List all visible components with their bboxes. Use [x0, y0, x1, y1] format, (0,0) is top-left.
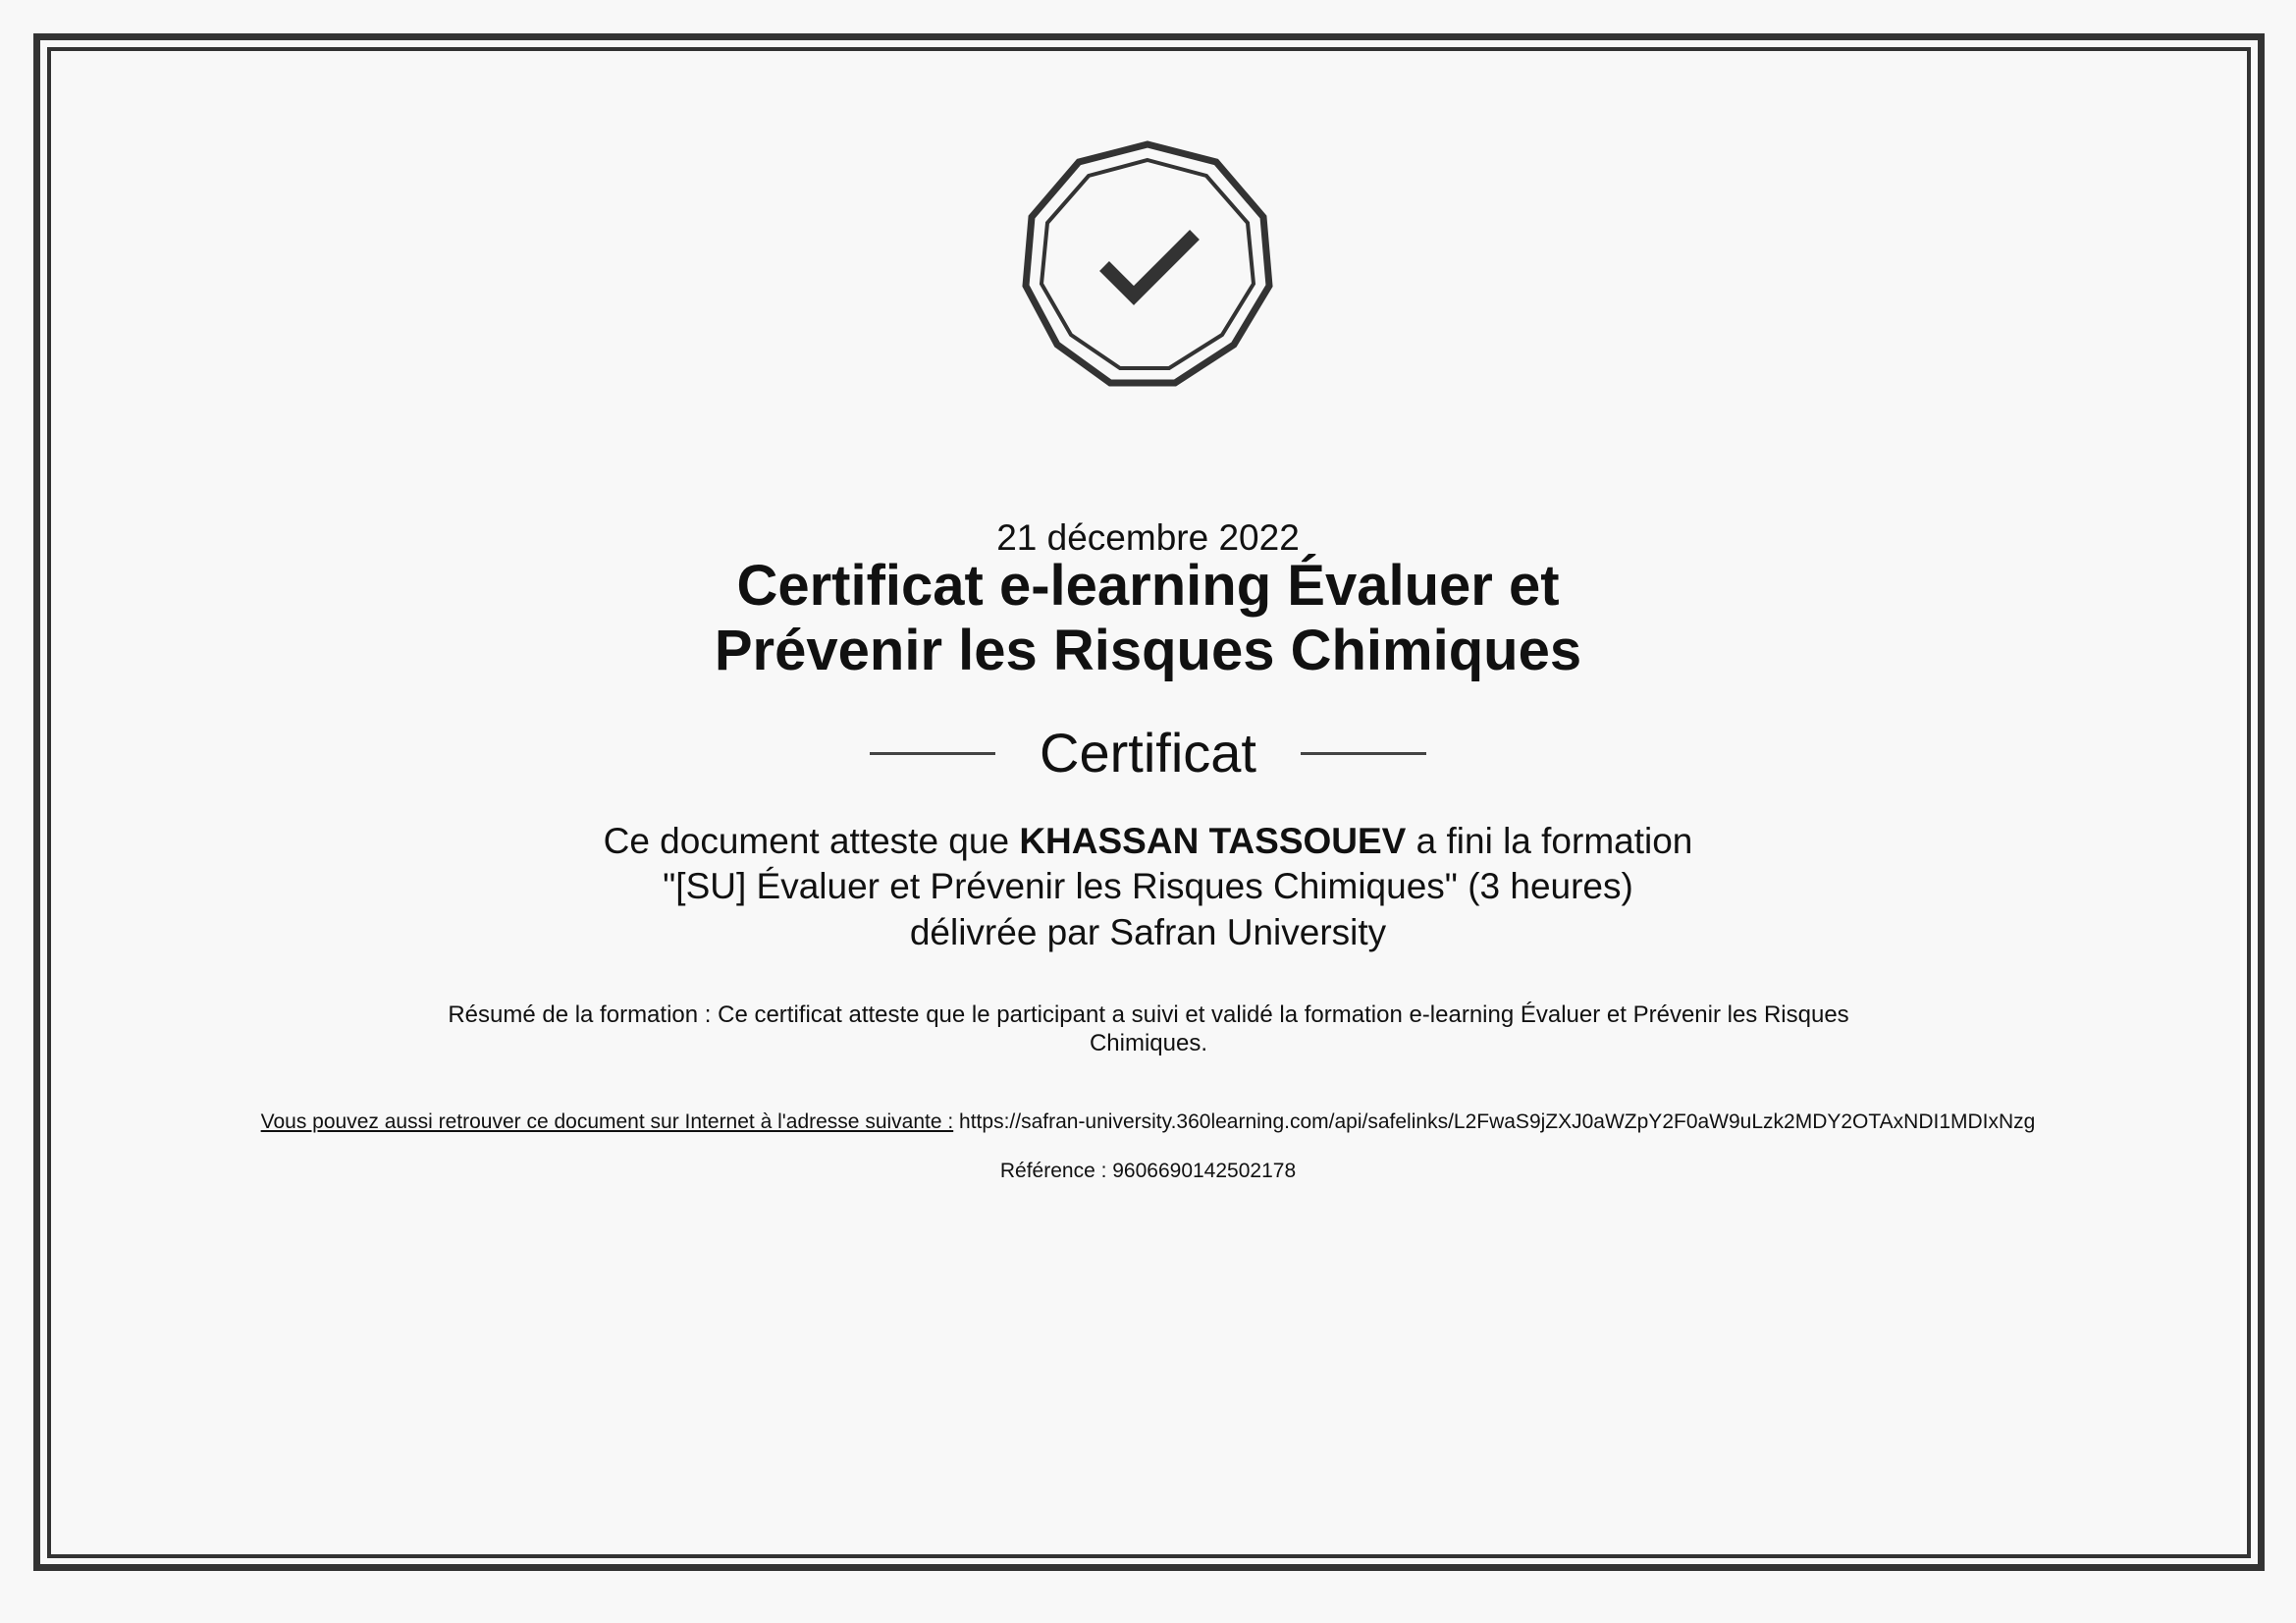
certificate-heading — [0, 722, 2296, 784]
statement-suffix: a fini la formation — [1406, 821, 1693, 861]
heading-word: Certificat — [1040, 722, 1256, 784]
attestation-statement — [0, 820, 2296, 863]
course-name: "[SU] Évaluer et Prévenir les Risques Chimiques" (3 heures) — [663, 866, 1633, 906]
course-summary: Résumé de la formation : Ce certificat atteste que le participant a suivi et validé la formation e-learning Évaluer et Prévenir les Risques Chimiques. — [448, 1001, 1849, 1056]
certificate-title-line1: Certificat e-learning Évaluer et — [736, 554, 1560, 618]
issuer-line: délivrée par Safran University — [909, 912, 1387, 952]
online-link-line — [0, 1109, 2296, 1135]
statement-prefix: Ce document atteste que — [603, 821, 1020, 861]
certificate-title-line2: Prévenir les Risques Chimiques — [714, 619, 1582, 682]
recipient-name: KHASSAN TASSOUEV — [1019, 821, 1407, 861]
certificate-url-link[interactable]: https://safran-university.360learning.com/api/safelinks/L2FwaS9jZXJ0aWZpY2F0aW9uLzk2MDY2OTAxNDI1MDIxNzg — [959, 1110, 2036, 1133]
certificate-date: 21 décembre 2022 — [996, 517, 1300, 558]
heading-right-rule — [1301, 752, 1426, 755]
checkmark-seal-icon — [1020, 140, 1275, 391]
link-label: Vous pouvez aussi retrouver ce document sur Internet à l'adresse suivante : — [260, 1110, 954, 1133]
certificate-reference: Référence : 9606690142502178 — [999, 1160, 1297, 1182]
heading-left-rule — [870, 752, 995, 755]
